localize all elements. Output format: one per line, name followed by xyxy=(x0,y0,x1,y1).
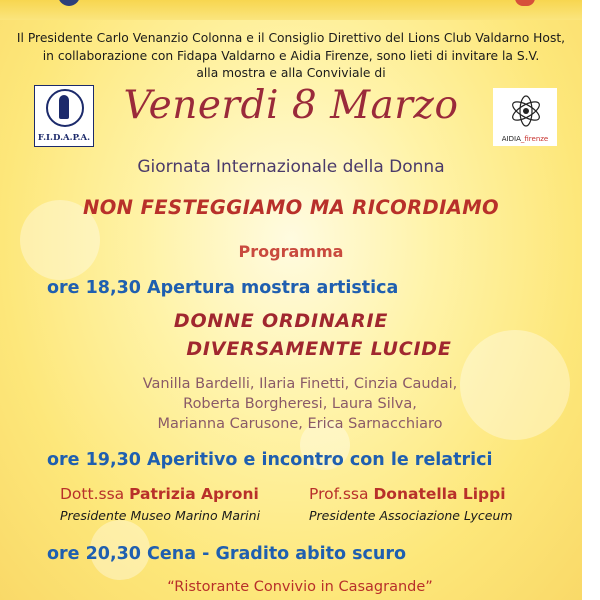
aidia-logo xyxy=(493,88,557,146)
speaker-name xyxy=(60,485,260,503)
top-band xyxy=(0,0,582,20)
invitation-line: in collaborazione con Fidapa Valdarno e Aidia Firenze, sono lieti di invitare la S.V. xyxy=(42,48,540,63)
event-motto: NON FESTEGGIAMO MA RICORDIAMO xyxy=(82,196,499,219)
speaker-fullname: Donatella Lippi xyxy=(373,485,506,503)
atom-icon xyxy=(509,94,543,128)
exhibition-title-line: DONNE ORDINARIE xyxy=(173,310,389,332)
schedule-item: ore 20,30 Cena - Gradito abito scuro xyxy=(47,544,407,564)
aidia-caption-prefix: AIDIA xyxy=(501,135,521,143)
speaker-card xyxy=(309,485,513,523)
page-margin xyxy=(582,0,600,600)
speaker-role: Presidente Associazione Lyceum xyxy=(309,508,513,523)
program-heading: Programma xyxy=(238,242,344,261)
aidia-caption-suffix: _firenze xyxy=(520,135,549,143)
speaker-title: Dott.ssa xyxy=(60,485,125,503)
invitation-text xyxy=(0,30,582,83)
artists-line: Marianna Carusone, Erica Sarnacchiaro xyxy=(157,416,443,432)
event-subtitle: Giornata Internazionale della Donna xyxy=(137,157,445,177)
exhibition-title-line: DIVERSAMENTE LUCIDE xyxy=(186,338,452,360)
speaker-title: Prof.ssa xyxy=(309,485,369,503)
artists-line: Vanilla Bardelli, Ilaria Finetti, Cinzia Caudai, xyxy=(142,376,458,392)
invitation-line: alla mostra e alla Conviviale di xyxy=(196,66,386,80)
artists-line: Roberta Borgheresi, Laura Silva, xyxy=(183,396,417,412)
invitation-line: Il Presidente Carlo Venanzio Colonna e il Consiglio Direttivo del Lions Club Valdarno Host, xyxy=(16,31,566,45)
speaker-card xyxy=(60,485,260,523)
venue-name: “Ristorante Convivio in Casagrande” xyxy=(167,579,433,595)
speaker-role: Presidente Museo Marino Marini xyxy=(60,508,261,523)
fidapa-caption: F.I.D.A.P.A. xyxy=(37,133,91,143)
schedule-item: ore 19,30 Aperitivo e incontro con le relatrici xyxy=(47,450,493,470)
event-date-title: Venerdi 8 Marzo xyxy=(123,83,459,128)
schedule-item: ore 18,30 Apertura mostra artistica xyxy=(47,278,399,298)
artists-list xyxy=(0,374,582,434)
speaker-name xyxy=(309,485,513,503)
speaker-fullname: Patrizia Aproni xyxy=(129,485,259,503)
aidia-caption xyxy=(493,135,557,143)
